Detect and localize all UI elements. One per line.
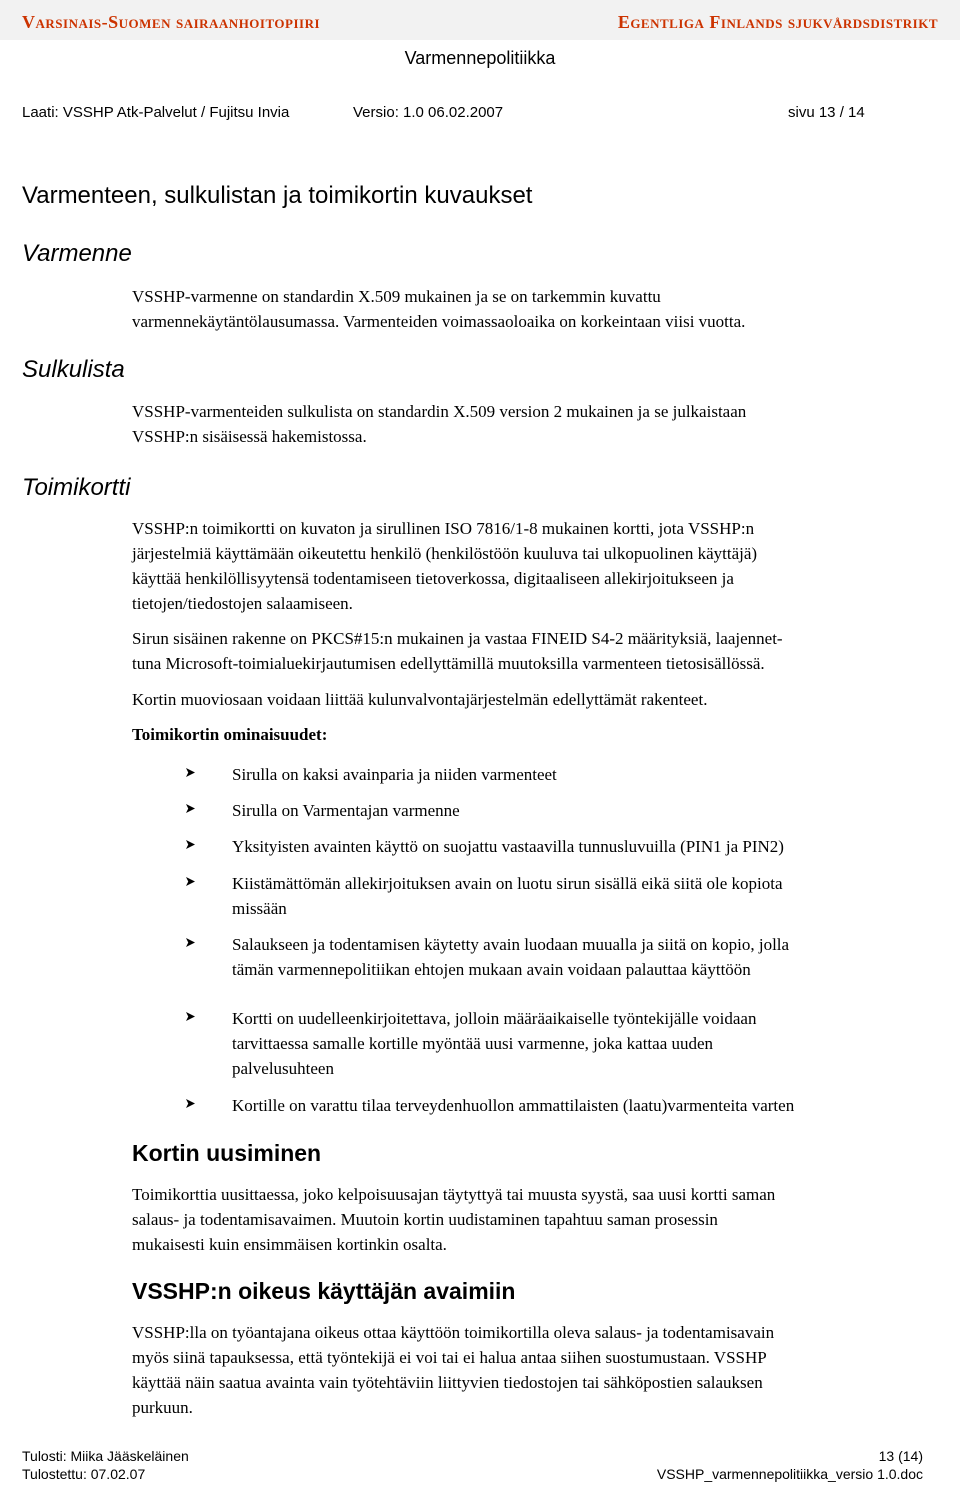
features-heading: Toimikortin ominaisuudet: [132, 725, 328, 744]
bullet-arrow-icon [186, 877, 195, 886]
footer-printed-date: Tulostettu: 07.02.07 [22, 1466, 146, 1482]
toimikortti-paragraph-3: Kortin muoviosaan voidaan liittää kulunvalvontajärjestelmän edellyttämät rakenteet. [132, 690, 708, 709]
version-line: Versio: 1.0 06.02.2007 [353, 104, 504, 121]
heading-oikeus: VSSHP:n oikeus käyttäjän avaimiin [132, 1278, 516, 1304]
oikeus-text: VSSHP:lla on työantajana oikeus ottaa käyttöön toimikortilla oleva salaus- ja todentamisavain myös siinä tapauksessa, että työntekijä ei voi tai ei halua antaa siihen suostumustaan. VSSHP käyttää näin saatua avainta vain työtehtäviin liittyvien tiedostojen tai sähköpostien salauksen purkuun. [132, 1323, 775, 1417]
org-name-fi: Varsinais-Suomen sairaanhoitopiiri [22, 12, 321, 32]
heading-toimikortti: Toimikortti [22, 474, 131, 501]
author-line: Laati: VSSHP Atk-Palvelut / Fujitsu Invia [22, 104, 290, 121]
org-name-sv: Egentliga Finlands sjukvårdsdistrikt [617, 12, 938, 32]
bullet-arrow-icon [186, 938, 195, 947]
footer-filename: VSSHP_varmennepolitiikka_versio 1.0.doc [656, 1466, 923, 1482]
heading-sulkulista: Sulkulista [22, 356, 125, 383]
sulkulista-text: VSSHP-varmenteiden sulkulista on standardin X.509 version 2 mukainen ja se julkaistaan VSSHP:n sisäisessä hakemistossa. [132, 402, 747, 446]
varmenne-text: VSSHP-varmenne on standardin X.509 mukainen ja se on tarkemmin kuvattu varmennekäytäntölausumassa. Varmenteiden voimassaoloaika on korkeintaan viisi vuotta. [132, 287, 746, 331]
toimikortti-paragraph-1: VSSHP:n toimikortti on kuvaton ja sirullinen ISO 7816/1-8 mukainen kortti, jota VSSHP:n järjestelmiä käyttämään oikeutettu henkilö (henkilöstöön kuuluva tai ulkopuolinen käyttäjä) käyttää henkilöllisyytensä todentamiseen tietoverkossa, digitaaliseen allekirjoitukseen ja tietojen/tiedostojen salaamiseen. [132, 519, 758, 613]
toimikortti-paragraph-2: Sirun sisäinen rakenne on PKCS#15:n mukainen ja vastaa FINEID S4-2 määrityksiä, laajennet- tuna Microsoft-toimialuekirjautumisen edellyttämillä muutoksilla varmenteen tietosisällössä. [132, 629, 783, 673]
bullet-arrow-icon [186, 840, 195, 849]
bullet-arrow-icon [186, 804, 195, 813]
bullet-arrow-icon [186, 1012, 195, 1021]
footer-page-count: 13 (14) [878, 1448, 923, 1464]
page-number: sivu 13 / 14 [788, 104, 865, 121]
document-title: Varmennepolitiikka [404, 48, 556, 68]
heading-varmenne: Varmenne [22, 240, 132, 267]
footer-printed-by: Tulosti: Miika Jääskeläinen [22, 1448, 189, 1464]
main-title: Varmenteen, sulkulistan ja toimikortin kuvaukset [22, 182, 533, 209]
uusiminen-text: Toimikorttia uusittaessa, joko kelpoisuusajan täytyttyä tai muusta syystä, saa uusi kortti saman salaus- ja todentamisavaimen. Muutoin kortin uudistaminen tapahtuu saman prosessin mukaisesti kuin ensimmäisen kortinkin osalta. [132, 1185, 776, 1254]
bullet-arrow-icon [186, 768, 195, 777]
heading-kortin-uusiminen: Kortin uusiminen [132, 1140, 322, 1166]
bullet-arrow-icon [186, 1099, 195, 1108]
header-banner [0, 0, 960, 40]
